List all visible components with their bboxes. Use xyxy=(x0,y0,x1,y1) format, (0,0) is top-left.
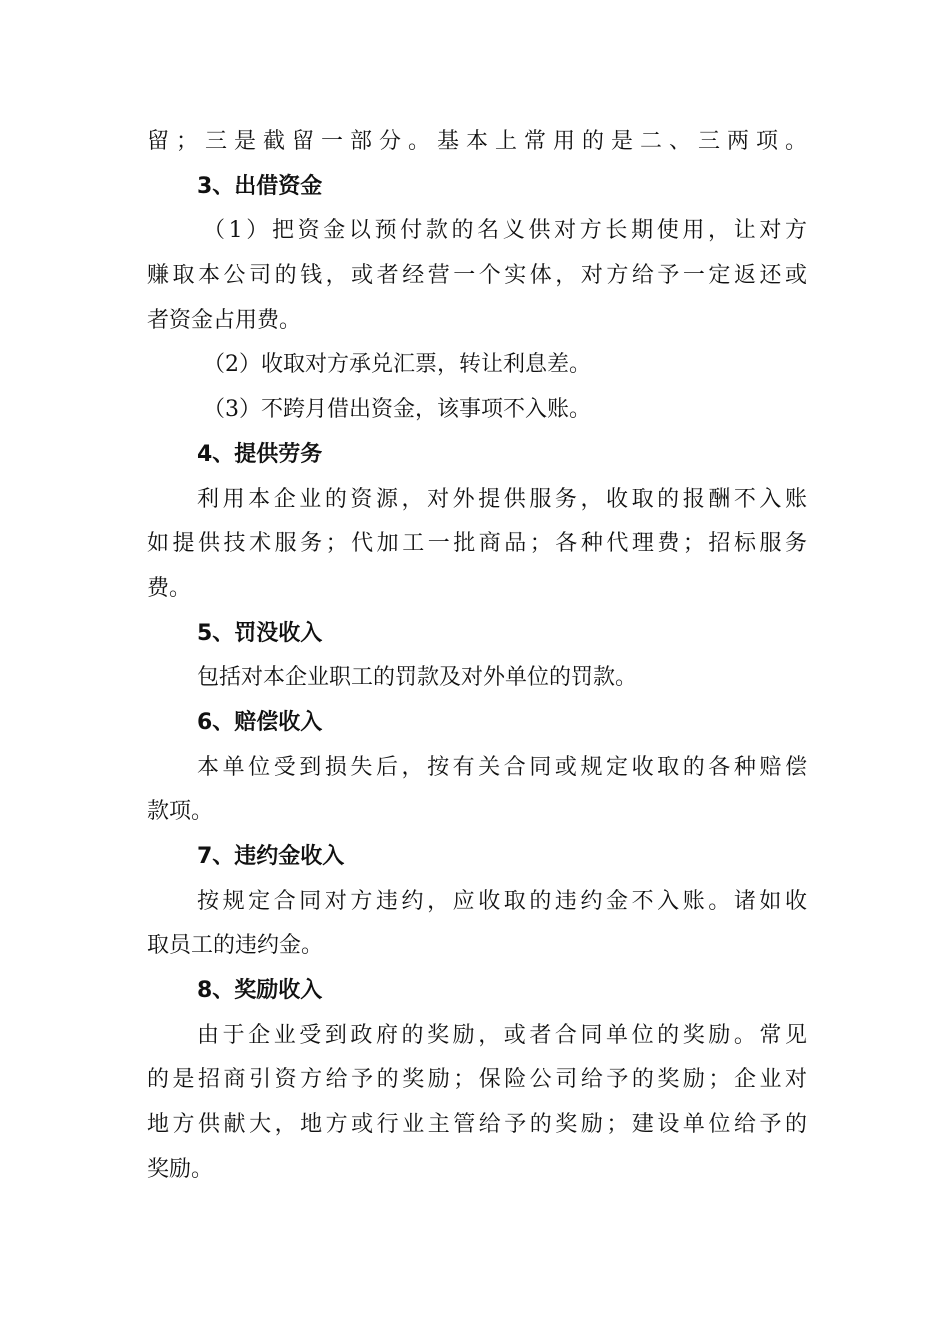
section-heading-7: 7、违约金收入 xyxy=(197,844,345,869)
body-text-line: 由于企业受到政府的奖励，或者合同单位的奖励。常见 xyxy=(197,1022,807,1048)
body-text-line: 本单位受到损失后，按有关合同或规定收取的各种赔偿 xyxy=(197,754,807,780)
body-text-line: 地方供献大，地方或行业主管给予的奖励；建设单位给予的 xyxy=(147,1112,807,1138)
body-text-line: （1）把资金以预付款的名义供对方长期使用，让对方 xyxy=(203,218,807,244)
section-heading-3: 3、出借资金 xyxy=(197,173,323,199)
body-text-line: 者资金占用费。 xyxy=(147,307,302,333)
body-text-line: 奖励。 xyxy=(147,1156,214,1182)
body-text-line: （3）不跨月借出资金，该事项不入账。 xyxy=(203,397,591,423)
body-text-line: （2）收取对方承兑汇票，转让利息差。 xyxy=(203,352,591,378)
section-heading-5: 5、罚没收入 xyxy=(197,620,323,646)
body-text-line: 取员工的违约金。 xyxy=(147,933,324,959)
section-heading-8: 8、奖励收入 xyxy=(197,978,323,1004)
body-text-line: 留；三是截留一部分。基本上常用的是二、三两项。 xyxy=(147,129,807,154)
section-heading-4: 4、提供劳务 xyxy=(197,441,323,467)
body-text-line: 如提供技术服务；代加工一批商品；各种代理费；招标服务 xyxy=(147,531,807,557)
body-text-line: 按规定合同对方违约，应收取的违约金不入账。诸如收 xyxy=(197,888,807,914)
body-text-line: 利用本企业的资源，对外提供服务，收取的报酬不入账 xyxy=(197,486,807,512)
body-text-line: 费。 xyxy=(147,575,192,601)
body-text-line: 的是招商引资方给予的奖励；保险公司给予的奖励；企业对 xyxy=(147,1067,807,1093)
body-text-line: 赚取本公司的钱，或者经营一个实体，对方给予一定返还或 xyxy=(147,263,807,289)
body-text-line: 款项。 xyxy=(147,799,214,825)
section-heading-6: 6、赔偿收入 xyxy=(197,709,323,735)
body-text-line: 包括对本企业职工的罚款及对外单位的罚款。 xyxy=(197,665,638,691)
document-page xyxy=(147,120,807,1193)
